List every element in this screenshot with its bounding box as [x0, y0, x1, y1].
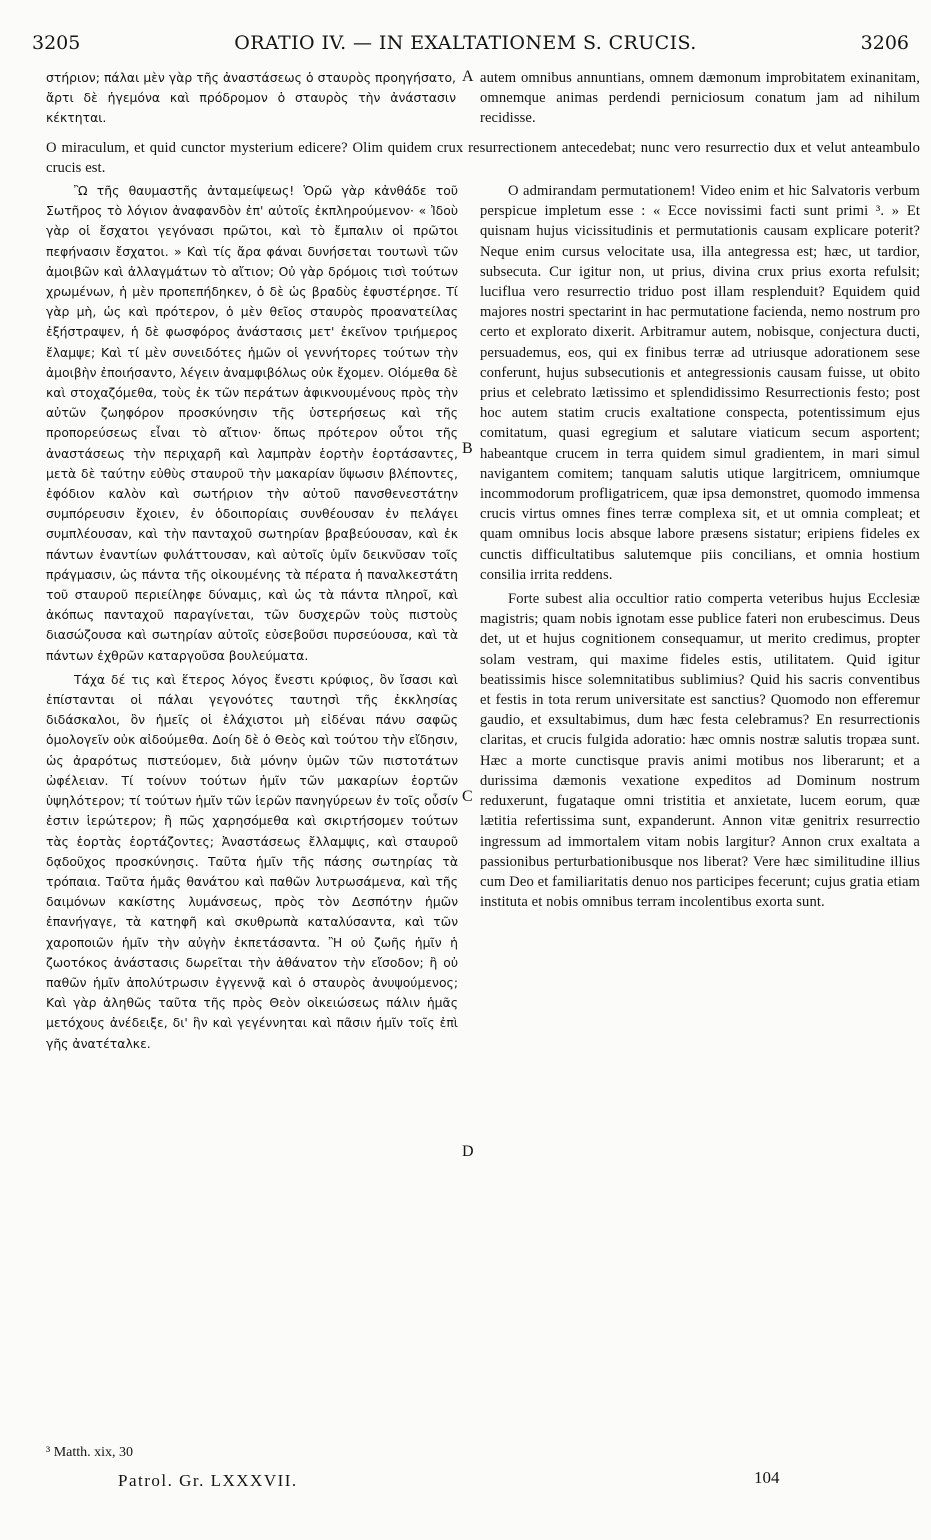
top-latin-text	[480, 68, 920, 129]
greek-continuation: στήριον; πάλαι μὲν γὰρ τῆς ἀναστάσεως ὁ σταυρὸς προηγήσατο, ἄρτι δὲ ἡγεμόνα καὶ πρόδρομον ὁ σταυρὸς τὴν ἀνάστασιν κέκτηται.	[46, 70, 456, 126]
page-header	[0, 32, 931, 62]
footer-sheet-number: 104	[754, 1468, 780, 1487]
footnote: ³ Matth. xix, 30	[46, 1445, 134, 1460]
latin-paragraph: Forte subest alia occultior ratio comperta veteribus hujus Ecclesiæ magistris; quam nobis ignotam esse publice fateri non erubescimus. Deus det, ut et hujus cognitionem consequamur, ut merito credimus, propter solam vestram, qui maxime fideles estis, utilitatem. Quid igitur beatissimis hisce solemnitatibus sublimius? Quid his sacris conventibus et festis in tota rerum universitate est sanctius? Quomodo non efferemur gaudio, et exsultabimus, dum hæc festa celebramus? En resurrectionis claritas, et crucis fulgida adoratio: hæc omnis nostræ salutis tropæa sunt. Hæc a morte cunctisque pravis animi motibus nos liberarunt; et a durissima dæmonis vexatione expeditos ad Dominum nostrum reduxerunt, fugataque omni tristitia et anxietate, lucem eorum, quæ lætitia refertissima sunt, expanderunt. Annon vitæ genitrix resurrectio ingressum ad immortalem vitam nobis largitur? Annon crux exaltata a passionibus perturbationibusque nos liberat? Vere hæc similitudine illius cum Deo et familiaritatis denuo nos participes fecerunt; cujus gratia etiam instituta et nobis omnibus terram incolentibus exorta sunt.	[480, 591, 920, 911]
greek-paragraph: Ὢ τῆς θαυμαστῆς ἀνταμείψεως! Ὁρῶ γὰρ κἀνθάδε τοῦ Σωτῆρος τὸ λόγιον ἀναφανδὸν ἐπ' αὐτοῖς ἐκπληρούμενον· « Ἰδοὺ γὰρ οἱ ἔσχατοι γεγόνασι πρῶτοι, καὶ τὸ ἔμπαλιν οἱ πρῶτοι πεφήνασιν ἔσχατοι. » Καὶ τίς ἄρα φάναι δυνήσεται τουτωνὶ τῶν ἀμοιβῶν καὶ ἀλλαγμάτων τὸ αἴτιον; Οὐ γὰρ δρόμοις τισὶ τούτων χρωμένων, ἡ μὲν προπεπήδηκεν, ὁ δὲ ὡς βραδὺς ἐφυστέρησε. Τί γὰρ μὴ, ὡς καὶ πρότερον, ὁ μὲν θεῖος σταυρὸς προανατείλας ἐξήστραψεν, ἡ δὲ φωσφόρος ἀνάστασις μετ' ἐκεῖνον τριήμερος ἔλαμψε; Καὶ τί μὲν συνειδότες ἡμῶν οἱ γεννήτορες τούτων τὴν ἀμοιβὴν ἐποιήσαντο, λέγειν ἀναμφιβόλως οὐκ ἔχομεν. Οἰόμεθα δὲ καὶ στοχαζόμεθα, τοὺς ἐκ τῶν περάτων ἀφικνουμένους πρὸς τὴν αὐτῶν ζωηφόρον προσκύνησιν τῆς ὑστερήσεως καὶ τῆς προπορεύσεως εἶναι τὸ αἴτιον· ὅπως πρότερον οὗτοι τῆς ἀναστάσεως τὴν περιχαρῆ καὶ λαμπρὰν ἑορτὴν ἑορτάσαντες, μετὰ δὲ ταύτην εὐθὺς σταυροῦ τὴν μακαρίαν ὕψωσιν βλέποντες, ἐφόδιον καλὸν καὶ σωτήριον τὴν αὐτοῦ πανσθενεστάτην συμπόρευσιν ἔχοιεν, ἐν ὁδοιπορίαις συνθέουσαν ἐν πελάγει συμπλέουσαν, καὶ τὴν πανταχοῦ σωτηρίαν βραβεύουσαν, καὶ ἐκ πάντων ἐναντίων φυλάττουσαν, καὶ αὐτοῖς ὑμῖν δεικνῦσαν τοῖς πράγμασιν, ὡς πάντα τῆς οἰκουμένης τὰ πέρατα ἡ παναλκεστάτη τοῦ σταυροῦ περιείληφε δύναμις, καὶ ὡς τὰ πάντα πληροῖ, καὶ ἀκόπως πανταχοῦ παραγίνεται, τῶν δυσχερῶν τοὺς πιστοὺς διασώζουσα καὶ σωτηρίαν αὐτοῖς εὐσεβοῦσι πυρσεύουσα, καὶ τὰ πάντων ἐχθρῶν καταργοῦσα βουλεύματα.	[46, 183, 458, 663]
margin-marker-b: B	[462, 440, 473, 457]
footer-signature: Patrol. Gr. LXXXVII.	[118, 1471, 298, 1490]
top-greek-text	[46, 68, 456, 129]
page-number-right: 3206	[860, 32, 909, 54]
full-width-latin	[46, 138, 920, 178]
latin-full-line: O miraculum, et quid cunctor mysterium edicere? Olim quidem crux resurrectionem antecedebat; nunc vero resurrectio dux et velut anteambulo crucis est.	[46, 140, 920, 177]
greek-paragraph: Τάχα δέ τις καὶ ἕτερος λόγος ἔνεστι κρύφιος, ὃν ἴσασι καὶ ἐπίστανται οἱ πάλαι γεγονότες ταυτησὶ τῆς ἐκκλησίας διδάσκαλοι, ὃν ἡμεῖς οἱ ἐλάχιστοι μὴ εἰδέναι πάνυ σαφῶς ὁμολογεῖν οὐκ αἰδούμεθα. Δοίη δὲ ὁ Θεὸς καὶ τούτου τὴν εἴδησιν, ὡς ἀραρότως πιστεύομεν, διὰ μόνην ὑμῶν τῶν πιστοτάτων ὠφέλειαν. Τί τοίνυν τούτων ἡμῖν τῶν μακαρίων ἑορτῶν ὑψηλότερον; τί τούτων ἡμῖν τῶν ἱερῶν πανηγύρεων ἐν τοῖς οὖσίν ἐστιν ἱερώτερον; ἢ πῶς χαρησόμεθα καὶ σκιρτήσομεν τούτων τὰς ἑορτὰς ἑορτάζοντες; Ἀναστάσεως ἔλλαμψις, καὶ σταυροῦ δᾳδοῦχος προσκύνησις. Ταῦτα ἡμῖν τῆς πάσης σωτηρίας τὰ τρόπαια. Ταῦτα ἡμᾶς θανάτου καὶ παθῶν λυτρωσάμενα, καὶ τῆς δαιμόνων κακίστης λυμάνσεως, πρὸς τὸν Δεσπότην ἡμῶν ἐπανήγαγε, τὰ κατηφῆ καὶ σκυθρωπὰ καταλύσαντα, καὶ τῶν χαροποιῶν ἡμῖν τὴν αὐγὴν ἐκπετάσαντα. Ἢ οὐ ζωῆς ἡμῖν ἡ ζωοτόκος ἀνάστασις δωρεῖται τὴν ἀθάνατον τὴν εἴσοδον; ἢ οὐ παθῶν ἡμῖν ἀπολύτρωσιν ἐγγεννᾷ καὶ ὁ σταυρὸς ἀνυψούμενος; Καὶ γὰρ ἀληθῶς ταῦτα τῆς πρὸς Θεὸν οἰκειώσεως πάλιν ἡμᾶς μετόχους ἀνέδειξε, δι' ἣν καὶ γεγέννηται καὶ πᾶσιν ἡμῖν τοῖς ἐπὶ γῆς ἀνατέταλκε.	[46, 671, 458, 1051]
page-number-left: 3205	[32, 32, 81, 54]
latin-column	[480, 181, 920, 912]
margin-marker-c: C	[462, 788, 473, 805]
greek-column	[46, 181, 458, 1054]
latin-paragraph: O admirandam permutationem! Video enim et hic Salvatoris verbum perspicue impletum esse : « Ecce novissimi facti sunt primi ³. » Et quisnam hujus vicissitudinis et permutationis causam explicare poterit? Neque enim cursus velocitate usa, illa antegressa est; hæc, ut tardior, subsecuta. Cur igitur non, ut prius, divina crux prius exorta refulsit; lucifluа vero resurrectio triduo post illam resplenduit? Equidem quid majores nostri spectarint in hac permutatione facienda, nemo nostrum pro certo et explorato dixerit. Arbitramur autem, nobisque, conjectura ducti, persuademus, eos, qui ex finibus terræ ad utriusque adorationem sese conferunt, hujus subsecutionis et antegressionis causam fuisse, ut obito prius et celebrato lætissimo et splendidissimo Resurrectionis festo; post hoc autem statim crucis exaltatione conspecta, potentissimum ejus comitatum, quasi egregium et salutare viaticum secum asportent; habeantque crucem in terra quidem simul gradientem, in mari simul navigantem comitem; tanquam salutis utique largitricem, omniumque incommodorum profligatricem, quæ ipsa demonstret, quomodo immensa crucis virtus omnes fines terræ complexa sit, et ut omnia compleat; et quam omnibus locis absque labore præsens sistatur; eripiens fideles ex cunctis difficultatibus salutemque piis concilians, et omnia hostium consilia irrita reddens.	[480, 183, 920, 583]
latin-continuation: autem omnibus annuntians, omnem dæmonum improbitatem exinanitam, omnemque animas perdendi perniciosum conatum jam ad nihilum recidisse.	[480, 70, 920, 127]
running-title: ORATIO IV. — IN EXALTATIONEM S. CRUCIS.	[234, 32, 697, 54]
margin-marker-d: D	[462, 1143, 474, 1160]
margin-marker-a: A	[462, 68, 474, 85]
